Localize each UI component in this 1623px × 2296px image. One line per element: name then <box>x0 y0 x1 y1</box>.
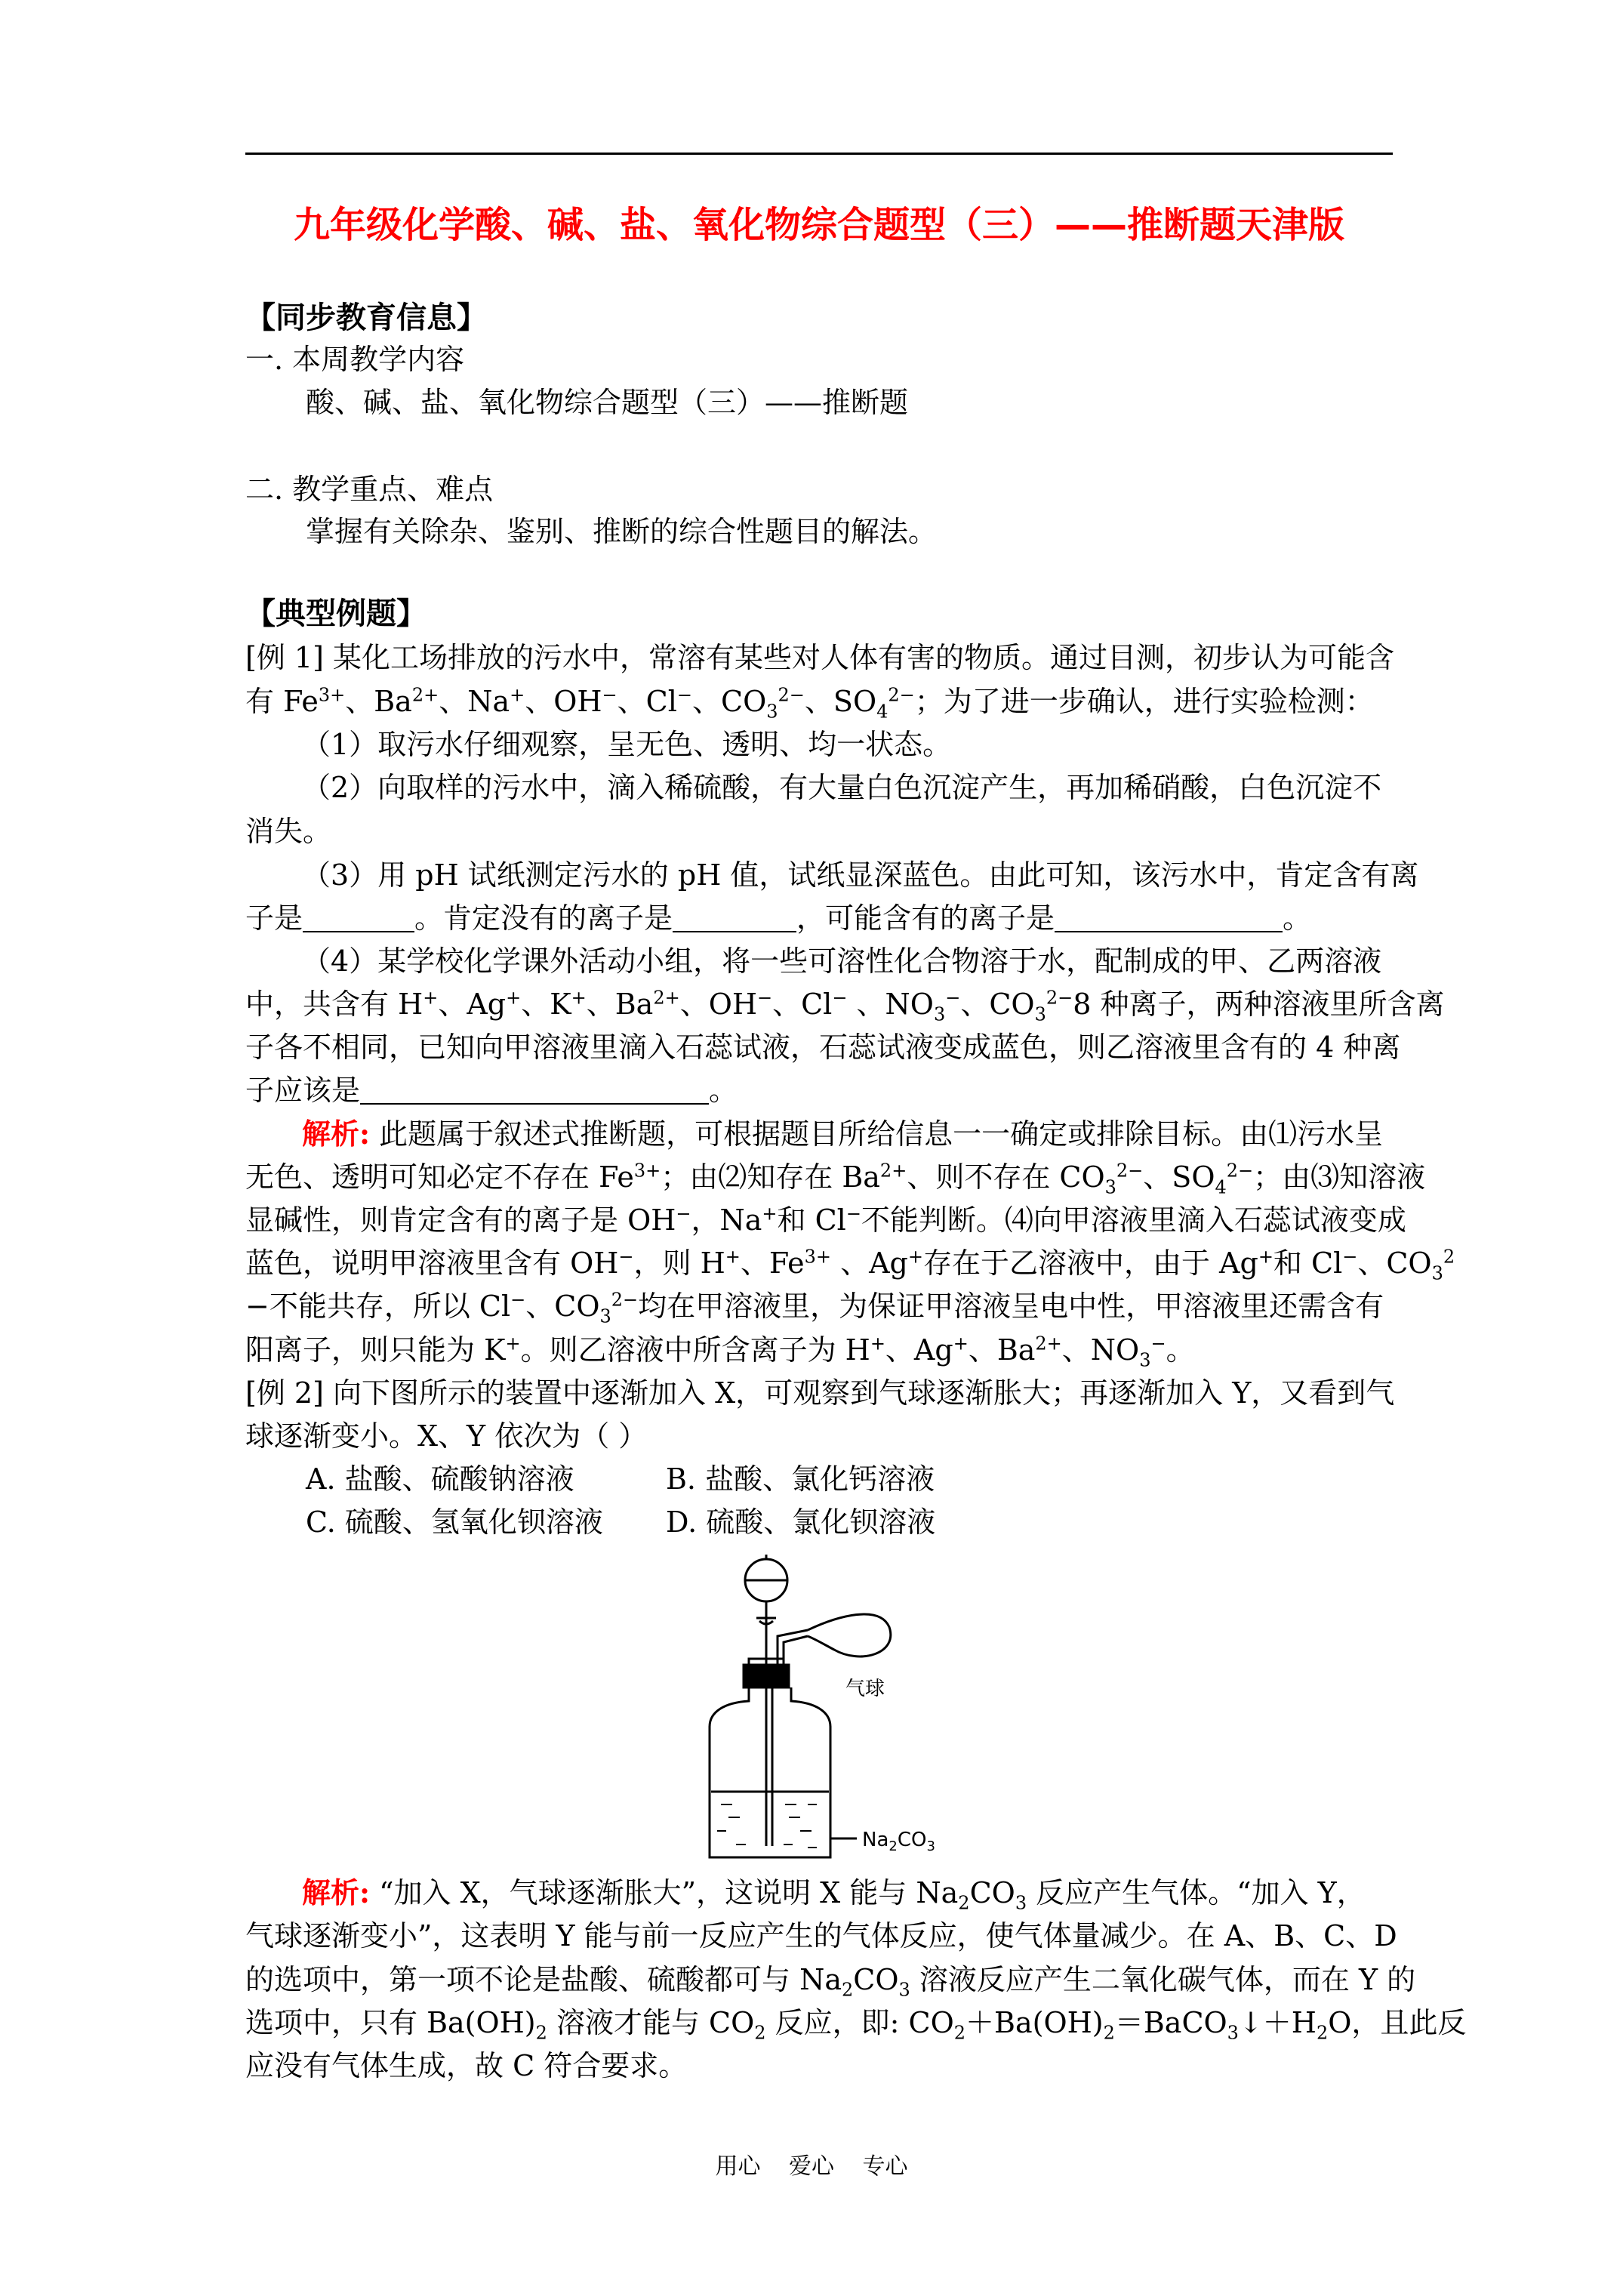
example-1-step-3a: （3）用 pH 试纸测定污水的 pH 值，试纸显深蓝色。由此可知，该污水中，肯定含有离 <box>302 858 1419 892</box>
balloon-label: 气球 <box>845 1678 885 1700</box>
stopper <box>744 1665 789 1687</box>
example-1-step-4a: （4）某学校化学课外活动小组，将一些可溶性化合物溶于水，配制成的甲、乙两溶液 <box>302 945 1382 978</box>
apparatus-diagram <box>694 1552 951 1869</box>
option-a[interactable]: A. 盐酸、硫酸钠溶液 <box>306 1462 574 1496</box>
bottle <box>710 1687 830 1857</box>
item-1-label: 一. 本周教学内容 <box>245 343 465 376</box>
header-rule <box>245 153 1393 155</box>
option-b[interactable]: B. 盐酸、氯化钙溶液 <box>666 1462 935 1496</box>
example-2-analysis-3: 的选项中，第一项不论是盐酸、硫酸都可与 $Na_2CO_3$ 溶液反应产生二氧化碳气体，而在 Y 的 <box>245 1963 1416 2001</box>
example-1-analysis-2: 无色、透明可知必定不存在 $Fe^{3+}$；由⑵知存在 $Ba^{2+}$、则不存在 $CO_3^{2-}$、$SO_4^{2-}$；由⑶知溶液 <box>245 1160 1426 1198</box>
example-2-line-2: 球逐渐变小。X、Y 依次为（ ） <box>245 1419 648 1453</box>
balloon <box>808 1614 891 1657</box>
example-1-step-1: （1）取污水仔细观察，呈无色、透明、均一状态。 <box>302 728 952 761</box>
example-1-step-4b: 中，共含有 H+、Ag+、K+、$Ba^{2+}$、OH−、Cl− 、$NO_3^-$、$CO_3^{2-}8$ 种离子，两种溶液里所含离 <box>245 987 1445 1025</box>
example-1-line-2: 有 $Fe^{3+}$、$Ba^{2+}$、Na+、OH−、Cl−、$CO_3^{2-}$、$SO_4^{2-}$；为了进一步确认，进行实验检测： <box>245 684 1374 723</box>
example-1-step-2a: （2）向取样的污水中，滴入稀硫酸，有大量白色沉淀产生，再加稀硝酸，白色沉淀不 <box>302 771 1382 804</box>
answer-blank-absent-ions[interactable] <box>673 905 796 932</box>
item-2-label: 二. 教学重点、难点 <box>245 473 494 506</box>
item-2-text: 掌握有关除杂、鉴别、推断的综合性题目的解法。 <box>306 515 938 548</box>
answer-blank-solution-b-ions[interactable] <box>360 1077 709 1105</box>
example-2-analysis-1: 解析: “加入 X，气球逐渐胀大”，这说明 X 能与 $Na_2CO_3$ 反应产生气体。“加入 Y， <box>302 1875 1366 1914</box>
option-c[interactable]: C. 硫酸、氢氧化钡溶液 <box>306 1505 603 1539</box>
example-1-line-1: [例 1] 某化工场排放的污水中，常溶有某些对人体有害的物质。通过目测，初步认为可能含 <box>245 641 1395 674</box>
section-heading-info: 【同步教育信息】 <box>245 300 487 335</box>
example-1-step-4d: 子应该是 。 <box>245 1074 738 1107</box>
example-1-step-3b: 子是 。肯定没有的离子是 ，可能含有的离子是 。 <box>245 901 1312 935</box>
example-1-step-2b: 消失。 <box>245 815 332 848</box>
example-2-analysis-5: 应没有气体生成，故 C 符合要求。 <box>245 2049 688 2082</box>
example-2-analysis-4: 选项中，只有 $Ba(OH)_2$ 溶液才能与 $CO_2$ 反应，即: $CO_2+Ba(OH)_2=BaCO_3↓+H_2O$，且此反 <box>245 2006 1467 2044</box>
example-2-analysis-2: 气球逐渐变小”，这表明 Y 能与前一反应产生的气体反应，使气体量减少。在 A、B、C、D <box>245 1919 1397 1952</box>
example-1-step-4c: 子各不相同，已知向甲溶液里滴入石蕊试液，石蕊试液变成蓝色，则乙溶液里含有的 4 种离 <box>245 1031 1401 1064</box>
page-title: 九年级化学酸、碱、盐、氧化物综合题型（三）——推断题天津版 <box>293 204 1344 246</box>
answer-blank-present-ions[interactable] <box>303 905 414 932</box>
item-1-text: 酸、碱、盐、氧化物综合题型（三）——推断题 <box>306 386 909 419</box>
answer-blank-possible-ions[interactable] <box>1055 905 1283 932</box>
example-1-analysis-4: 蓝色，说明甲溶液里含有 OH−，则 H+、$Fe^{3+}$ 、Ag+存在于乙溶液中，由于 Ag+和 Cl−、$CO_3^2$ <box>245 1246 1455 1284</box>
example-1-analysis-5: −不能共存，所以 Cl−、$CO_3^{2-}$均在甲溶液里，为保证甲溶液呈电中性，甲溶液里还需含有 <box>245 1289 1384 1327</box>
page-footer: 用心 爱心 专心 <box>715 2153 908 2180</box>
na2co3-label: $Na_2CO_3$ <box>862 1829 935 1854</box>
option-d[interactable]: D. 硫酸、氯化钡溶液 <box>666 1505 936 1539</box>
example-1-analysis-3: 显碱性，则肯定含有的离子是 OH−，Na+和 Cl−不能判断。⑷向甲溶液里滴入石蕊试液变成 <box>245 1203 1406 1237</box>
example-1-analysis-1: 解析: 此题属于叙述式推断题，可根据题目所给信息一一确定或排除目标。由⑴污水呈 <box>302 1117 1384 1151</box>
example-2-line-1: [例 2] 向下图所示的装置中逐渐加入 X，可观察到气球逐渐胀大；再逐渐加入 Y，又看到气 <box>245 1376 1395 1410</box>
section-heading-examples: 【典型例题】 <box>245 596 427 631</box>
example-1-analysis-6: 阳离子，则只能为 K+。则乙溶液中所含离子为 H+、Ag+、$Ba^{2+}$、$NO_3^-$。 <box>245 1333 1195 1371</box>
